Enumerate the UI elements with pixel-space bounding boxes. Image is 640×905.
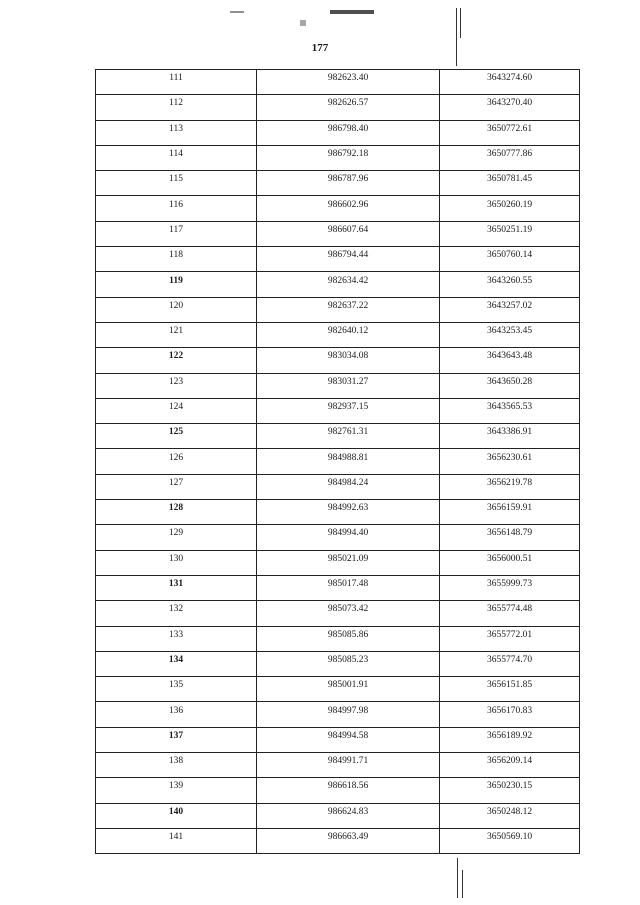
x-coordinate-cell-text: 986607.64: [327, 224, 369, 235]
y-coordinate-cell: [440, 702, 580, 727]
x-coordinate-cell-text: 984997.98: [327, 705, 369, 716]
x-coordinate-cell-text: 984984.24: [327, 477, 369, 488]
x-coordinate-cell-text: 982634.42: [327, 275, 369, 286]
x-coordinate-cell: [257, 272, 440, 297]
point-id-cell: [96, 525, 257, 550]
x-coordinate-cell-text: 986663.49: [327, 832, 369, 843]
point-id-cell: [96, 550, 257, 575]
y-coordinate-cell: [440, 651, 580, 676]
y-coordinate-cell-text: 3656151.85: [486, 680, 533, 691]
x-coordinate-cell: [257, 449, 440, 474]
table-row: [96, 677, 580, 702]
point-id-cell: [96, 474, 257, 499]
y-coordinate-cell: [440, 196, 580, 221]
point-id-cell-text: 141: [168, 832, 184, 843]
y-coordinate-cell-text: 3650777.86: [486, 149, 533, 160]
point-id-cell: [96, 373, 257, 398]
table-row: [96, 828, 580, 853]
y-coordinate-cell: [440, 449, 580, 474]
y-coordinate-cell-text: 3650230.15: [486, 781, 533, 792]
table-row: [96, 95, 580, 120]
table-row: [96, 398, 580, 423]
page-number: 177: [311, 42, 329, 54]
point-id-cell-text: 115: [169, 174, 183, 185]
binding-line-bottom: [462, 870, 463, 898]
scan-smudge-top: [330, 10, 374, 14]
x-coordinate-cell-text: 982937.15: [327, 402, 369, 412]
x-coordinate-cell: [257, 348, 440, 373]
y-coordinate-cell: [440, 247, 580, 272]
y-coordinate-cell-text: 3650260.19: [486, 199, 533, 210]
x-coordinate-cell: [257, 626, 440, 651]
point-id-cell: [96, 272, 257, 297]
point-id-cell: [96, 398, 257, 423]
x-coordinate-cell-text: 985073.42: [327, 604, 369, 615]
y-coordinate-cell-text: 3656159.91: [486, 503, 533, 514]
point-id-cell: [96, 778, 257, 803]
point-id-cell-text: 134: [168, 654, 184, 665]
point-id-cell-text: 117: [169, 224, 183, 235]
binding-line-bottom: [457, 858, 458, 898]
table-row: [96, 778, 580, 803]
y-coordinate-cell-text: 3643270.40: [486, 98, 533, 109]
y-coordinate-cell-text: 3643650.28: [486, 376, 533, 387]
table-row: [96, 474, 580, 499]
y-coordinate-cell-text: 3643274.60: [486, 73, 533, 84]
y-coordinate-cell: [440, 424, 580, 449]
y-coordinate-cell-text: 3655999.73: [486, 579, 533, 590]
point-id-cell-text: 136: [168, 705, 184, 716]
point-id-cell-text: 126: [168, 452, 184, 463]
table-row: [96, 322, 580, 347]
y-coordinate-cell: [440, 221, 580, 246]
y-coordinate-cell-text: 3643565.53: [486, 402, 533, 412]
table-row: [96, 626, 580, 651]
point-id-cell-text: 138: [168, 756, 184, 767]
point-id-cell-text: 129: [168, 528, 184, 539]
x-coordinate-cell-text: 986787.96: [327, 174, 369, 185]
point-id-cell: [96, 424, 257, 449]
table-row: [96, 525, 580, 550]
x-coordinate-cell-text: 985021.09: [327, 553, 369, 564]
x-coordinate-cell: [257, 677, 440, 702]
point-id-cell: [96, 753, 257, 778]
y-coordinate-cell-text: 3643643.48: [486, 351, 533, 362]
y-coordinate-cell-text: 3650569.10: [486, 832, 533, 843]
y-coordinate-cell: [440, 145, 580, 170]
x-coordinate-cell: [257, 373, 440, 398]
y-coordinate-cell: [440, 626, 580, 651]
y-coordinate-cell-text: 3650760.14: [486, 250, 533, 261]
point-id-cell-text: 130: [168, 553, 184, 564]
y-coordinate-cell-text: 3643260.55: [486, 275, 533, 286]
y-coordinate-cell: [440, 95, 580, 120]
y-coordinate-cell: [440, 171, 580, 196]
point-id-cell: [96, 500, 257, 525]
table-row: [96, 272, 580, 297]
point-id-cell: [96, 449, 257, 474]
point-id-cell-text: 121: [168, 326, 184, 337]
y-coordinate-cell-text: 3655772.01: [486, 629, 533, 640]
x-coordinate-cell: [257, 803, 440, 828]
point-id-cell-text: 119: [169, 275, 183, 286]
x-coordinate-cell: [257, 828, 440, 853]
y-coordinate-cell: [440, 677, 580, 702]
point-id-cell-text: 137: [168, 730, 184, 741]
point-id-cell-text: 135: [168, 680, 184, 691]
x-coordinate-cell-text: 985085.23: [327, 654, 369, 665]
point-id-cell-text: 128: [168, 503, 184, 514]
point-id-cell: [96, 145, 257, 170]
x-coordinate-cell-text: 986624.83: [327, 806, 369, 817]
x-coordinate-cell-text: 986602.96: [327, 199, 369, 210]
y-coordinate-cell-text: 3656148.79: [486, 528, 533, 539]
table-row: [96, 550, 580, 575]
y-coordinate-cell-text: 3656209.14: [486, 756, 533, 767]
point-id-cell-text: 131: [168, 579, 184, 590]
x-coordinate-cell-text: 986798.40: [327, 123, 369, 134]
x-coordinate-cell-text: 986618.56: [327, 781, 369, 792]
x-coordinate-cell-text: 984991.71: [327, 756, 369, 767]
x-coordinate-cell: [257, 500, 440, 525]
table-row: [96, 424, 580, 449]
x-coordinate-cell: [257, 120, 440, 145]
x-coordinate-cell: [257, 474, 440, 499]
point-id-cell-text: 123: [168, 376, 184, 387]
y-coordinate-cell: [440, 525, 580, 550]
y-coordinate-cell: [440, 601, 580, 626]
y-coordinate-cell: [440, 828, 580, 853]
x-coordinate-cell: [257, 778, 440, 803]
table-row: [96, 70, 580, 95]
point-id-cell: [96, 95, 257, 120]
y-coordinate-cell-text: 3650781.45: [486, 174, 533, 185]
x-coordinate-cell: [257, 575, 440, 600]
point-id-cell: [96, 626, 257, 651]
x-coordinate-cell: [257, 70, 440, 95]
point-id-cell-text: 120: [168, 300, 184, 311]
y-coordinate-cell-text: 3643253.45: [486, 326, 533, 337]
point-id-cell: [96, 221, 257, 246]
y-coordinate-cell-text: 3656219.78: [486, 477, 533, 488]
point-id-cell-text: 118: [169, 250, 183, 261]
point-id-cell-text: 122: [168, 351, 184, 362]
y-coordinate-cell: [440, 550, 580, 575]
y-coordinate-cell: [440, 474, 580, 499]
x-coordinate-cell: [257, 550, 440, 575]
x-coordinate-cell: [257, 171, 440, 196]
x-coordinate-cell: [257, 702, 440, 727]
point-id-cell-text: 127: [168, 477, 184, 488]
table-row: [96, 803, 580, 828]
x-coordinate-cell-text: 986794.44: [327, 250, 369, 261]
x-coordinate-cell: [257, 145, 440, 170]
x-coordinate-cell: [257, 525, 440, 550]
table-row: [96, 247, 580, 272]
point-id-cell-text: 114: [169, 149, 183, 160]
y-coordinate-cell: [440, 297, 580, 322]
table-row: [96, 348, 580, 373]
table-row: [96, 753, 580, 778]
point-id-cell-text: 124: [168, 402, 184, 412]
point-id-cell: [96, 575, 257, 600]
table-row: [96, 221, 580, 246]
table-row: [96, 575, 580, 600]
table-row: [96, 373, 580, 398]
x-coordinate-cell-text: 984994.58: [327, 730, 369, 741]
y-coordinate-cell-text: 3656000.51: [486, 553, 533, 564]
x-coordinate-cell-text: 985085.86: [327, 629, 369, 640]
y-coordinate-cell: [440, 120, 580, 145]
point-id-cell: [96, 727, 257, 752]
binding-line: [460, 8, 461, 38]
x-coordinate-cell-text: 982640.12: [327, 326, 369, 337]
y-coordinate-cell: [440, 322, 580, 347]
y-coordinate-cell: [440, 575, 580, 600]
x-coordinate-cell-text: 985017.48: [327, 579, 369, 590]
y-coordinate-cell: [440, 272, 580, 297]
x-coordinate-cell: [257, 297, 440, 322]
point-id-cell-text: 139: [168, 781, 184, 792]
point-id-cell: [96, 651, 257, 676]
x-coordinate-cell-text: 984988.81: [327, 452, 369, 463]
x-coordinate-cell: [257, 601, 440, 626]
point-id-cell-text: 133: [168, 629, 184, 640]
table-row: [96, 145, 580, 170]
table-row: [96, 196, 580, 221]
point-id-cell: [96, 322, 257, 347]
point-id-cell: [96, 70, 257, 95]
y-coordinate-cell: [440, 727, 580, 752]
y-coordinate-cell-text: 3643386.91: [486, 427, 533, 438]
y-coordinate-cell-text: 3650248.12: [486, 806, 533, 817]
x-coordinate-cell: [257, 322, 440, 347]
x-coordinate-cell-text: 983034.08: [327, 351, 369, 362]
point-id-cell: [96, 348, 257, 373]
coordinates-table-body: [96, 70, 580, 854]
y-coordinate-cell-text: 3656170.83: [486, 705, 533, 716]
x-coordinate-cell-text: 985001.91: [327, 680, 369, 691]
y-coordinate-cell-text: 3655774.70: [486, 654, 533, 665]
y-coordinate-cell: [440, 500, 580, 525]
point-id-cell-text: 116: [169, 199, 183, 210]
scan-smudge-top-left: [230, 11, 244, 13]
y-coordinate-cell: [440, 778, 580, 803]
table-row: [96, 171, 580, 196]
point-id-cell: [96, 120, 257, 145]
x-coordinate-cell-text: 984994.40: [327, 528, 369, 539]
x-coordinate-cell: [257, 398, 440, 423]
point-id-cell: [96, 171, 257, 196]
y-coordinate-cell-text: 3656230.61: [486, 452, 533, 463]
point-id-cell: [96, 828, 257, 853]
x-coordinate-cell-text: 983031.27: [327, 376, 369, 387]
x-coordinate-cell: [257, 753, 440, 778]
x-coordinate-cell: [257, 95, 440, 120]
table-row: [96, 500, 580, 525]
x-coordinate-cell-text: 986792.18: [327, 149, 369, 160]
y-coordinate-cell: [440, 398, 580, 423]
x-coordinate-cell: [257, 196, 440, 221]
table-row: [96, 120, 580, 145]
x-coordinate-cell-text: 982626.57: [327, 98, 369, 109]
y-coordinate-cell-text: 3650772.61: [486, 123, 533, 134]
binding-line: [456, 8, 457, 66]
point-id-cell: [96, 196, 257, 221]
table-row: [96, 297, 580, 322]
point-id-cell-text: 113: [169, 123, 183, 134]
table-row: [96, 702, 580, 727]
y-coordinate-cell-text: 3650251.19: [486, 224, 533, 235]
point-id-cell: [96, 677, 257, 702]
point-id-cell: [96, 803, 257, 828]
x-coordinate-cell: [257, 727, 440, 752]
point-id-cell: [96, 247, 257, 272]
table-row: [96, 651, 580, 676]
x-coordinate-cell: [257, 651, 440, 676]
y-coordinate-cell: [440, 348, 580, 373]
x-coordinate-cell-text: 982623.40: [327, 73, 369, 84]
x-coordinate-cell: [257, 424, 440, 449]
table-row: [96, 449, 580, 474]
x-coordinate-cell-text: 982637.22: [327, 300, 369, 311]
point-id-cell-text: 132: [168, 604, 184, 615]
y-coordinate-cell-text: 3643257.02: [486, 300, 533, 311]
x-coordinate-cell-text: 982761.31: [327, 427, 369, 438]
point-id-cell-text: 112: [169, 98, 183, 109]
x-coordinate-cell-text: 984992.63: [327, 503, 369, 514]
y-coordinate-cell: [440, 753, 580, 778]
y-coordinate-cell-text: 3655774.48: [486, 604, 533, 615]
coordinates-table: [95, 69, 580, 854]
point-id-cell-text: 111: [169, 73, 183, 84]
y-coordinate-cell: [440, 803, 580, 828]
y-coordinate-cell: [440, 70, 580, 95]
x-coordinate-cell: [257, 247, 440, 272]
table-row: [96, 601, 580, 626]
point-id-cell: [96, 702, 257, 727]
scan-smudge-top-mid: [300, 20, 306, 26]
point-id-cell: [96, 297, 257, 322]
y-coordinate-cell: [440, 373, 580, 398]
y-coordinate-cell-text: 3656189.92: [486, 730, 533, 741]
table-row: [96, 727, 580, 752]
point-id-cell-text: 125: [168, 427, 184, 438]
point-id-cell-text: 140: [168, 806, 184, 817]
x-coordinate-cell: [257, 221, 440, 246]
point-id-cell: [96, 601, 257, 626]
